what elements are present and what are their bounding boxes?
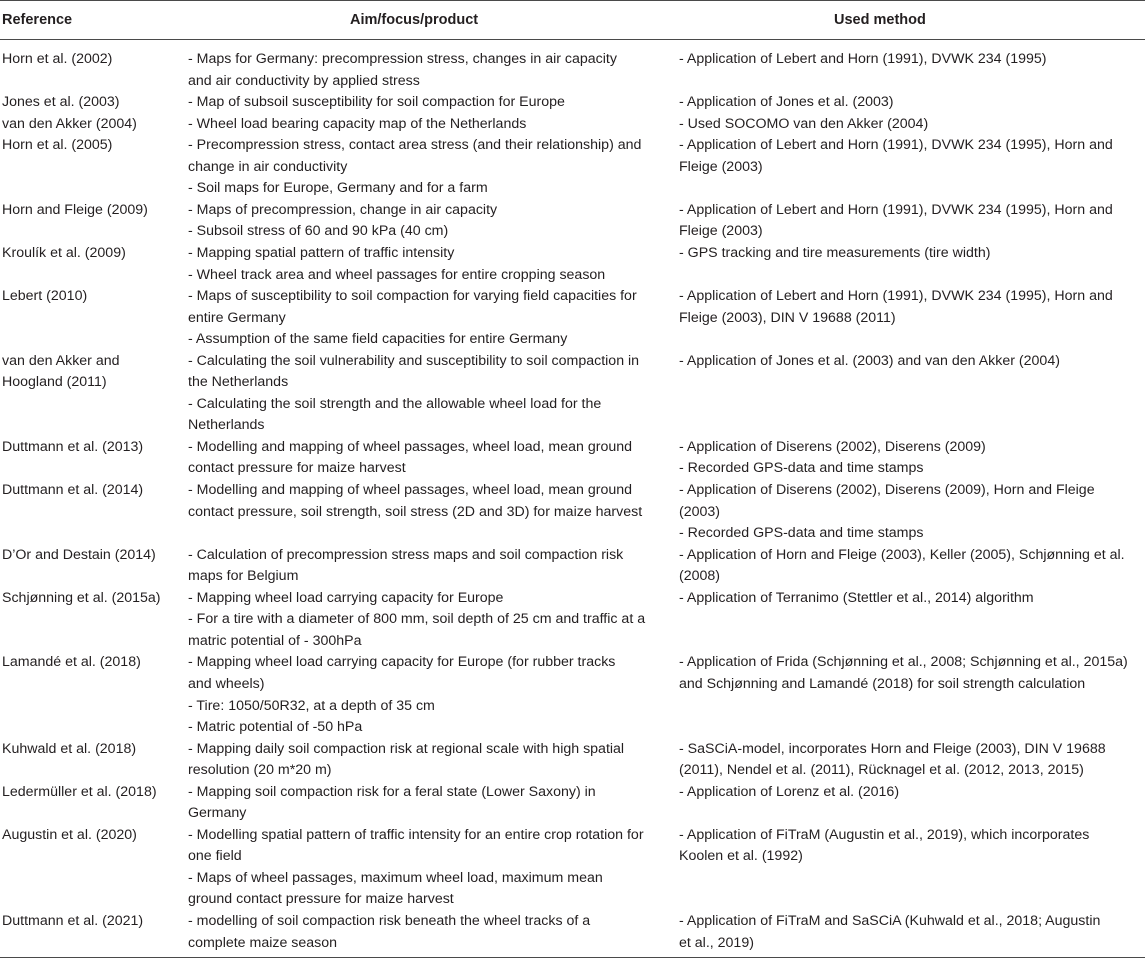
cell-aim-line: - Mapping soil compaction risk for a feral state (Lower Saxony) in: [188, 783, 596, 800]
cell-aim-line: - Precompression stress, contact area stress (and their relationship) and: [188, 137, 642, 154]
top-rule: [0, 0, 1145, 1]
cell-method-line: Fleige (2003): [679, 223, 763, 240]
cell-method-line: (2003): [679, 503, 721, 520]
cell-method-line: - Application of Horn and Fleige (2003), Keller (2005), Schjønning et al.: [679, 546, 1125, 563]
cell-ref-line: Jones et al. (2003): [2, 94, 120, 111]
cell-method-line: Fleige (2003): [679, 158, 763, 175]
cell-method-line: (2008): [679, 568, 721, 585]
cell-aim-line: - Calculating the soil strength and the allowable wheel load for the: [188, 395, 602, 412]
cell-aim-line: - Mapping spatial pattern of traffic intensity: [188, 244, 455, 261]
cell-aim-line: - Mapping wheel load carrying capacity for Europe (for rubber tracks: [188, 654, 616, 671]
cell-aim-line: - Calculation of precompression stress maps and soil compaction risk: [188, 546, 624, 563]
cell-method-line: - Application of Diserens (2002), Diserens (2009): [679, 438, 986, 455]
cell-method-line: - Used SOCOMO van den Akker (2004): [679, 115, 929, 132]
cell-ref-line: Horn and Fleige (2009): [2, 201, 148, 218]
cell-aim-line: maps for Belgium: [188, 568, 299, 585]
cell-method-line: and Schjønning and Lamandé (2018) for soil strength calculation: [679, 675, 1086, 692]
cell-method-line: (2011), Nendel et al. (2011), Rücknagel et al. (2012, 2013, 2015): [679, 762, 1084, 779]
cell-aim-line: - Mapping daily soil compaction risk at regional scale with high spatial: [188, 740, 625, 757]
cell-method-line: - Application of Lebert and Horn (1991), DVWK 234 (1995), Horn and: [679, 137, 1113, 154]
cell-ref-line: Kuhwald et al. (2018): [2, 740, 137, 757]
cell-method-line: - Recorded GPS-data and time stamps: [679, 525, 924, 542]
cell-aim-line: - Matric potential of -50 hPa: [188, 719, 363, 736]
header-reference: Reference: [2, 12, 73, 28]
cell-aim-line: one field: [188, 848, 242, 865]
cell-aim-line: and air conductivity by applied stress: [188, 72, 420, 89]
header-rule: [0, 39, 1145, 40]
cell-aim-line: - Subsoil stress of 60 and 90 kPa (40 cm): [188, 223, 449, 240]
cell-aim-line: - For a tire with a diameter of 800 mm, soil depth of 25 cm and traffic at a: [188, 611, 646, 628]
cell-ref-line: Ledermüller et al. (2018): [2, 783, 157, 800]
cell-aim-line: - modelling of soil compaction risk beneath the wheel tracks of a: [188, 913, 591, 929]
cell-aim-line: complete maize season: [188, 934, 338, 951]
cell-ref-line: Horn et al. (2005): [2, 137, 113, 154]
cell-aim-line: Netherlands: [188, 417, 265, 434]
cell-ref-line: Hoogland (2011): [2, 374, 107, 391]
cell-aim-line: - Wheel load bearing capacity map of the Netherlands: [188, 115, 527, 132]
cell-method-line: Koolen et al. (1992): [679, 848, 803, 865]
cell-ref-line: D’Or and Destain (2014): [2, 546, 156, 563]
cell-aim-line: resolution (20 m*20 m): [188, 762, 332, 779]
cell-aim-line: - Soil maps for Europe, Germany and for a farm: [188, 180, 488, 197]
cell-aim-line: entire Germany: [188, 309, 286, 326]
cell-method-line: - Application of Jones et al. (2003) and van den Akker (2004): [679, 352, 1060, 369]
cell-aim-line: - Maps of precompression, change in air capacity: [188, 201, 498, 218]
cell-method-line: - Application of FiTraM (Augustin et al., 2019), which incorporates: [679, 826, 1090, 843]
cell-ref-line: Schjønning et al. (2015a): [2, 589, 161, 606]
cell-ref-line: van den Akker and: [2, 352, 120, 369]
cell-method-line: - Application of Lebert and Horn (1991), DVWK 234 (1995), Horn and: [679, 288, 1113, 305]
cell-aim-line: - Map of subsoil susceptibility for soil compaction for Europe: [188, 94, 565, 111]
cell-aim-line: - Wheel track area and wheel passages for entire cropping season: [188, 266, 606, 283]
cell-aim-line: - Maps of susceptibility to soil compaction for varying field capacities for: [188, 288, 637, 305]
cell-method-line: - Application of FiTraM and SaSCiA (Kuhwald et al., 2018; Augustin: [679, 913, 1101, 929]
cell-aim-line: - Maps of wheel passages, maximum wheel load, maximum mean: [188, 869, 603, 886]
cell-method-line: - Application of Diserens (2002), Diserens (2009), Horn and Fleige: [679, 482, 1095, 498]
cell-method-line: - Application of Lorenz et al. (2016): [679, 783, 900, 800]
cell-ref-line: Duttmann et al. (2021): [2, 913, 144, 929]
cell-method-line: - Recorded GPS-data and time stamps: [679, 460, 924, 477]
cell-method-line: - Application of Lebert and Horn (1991), DVWK 234 (1995): [679, 51, 1047, 67]
cell-ref-line: Duttmann et al. (2013): [2, 438, 144, 455]
cell-method-line: - Application of Jones et al. (2003): [679, 94, 894, 111]
cell-ref-line: Duttmann et al. (2014): [2, 482, 144, 498]
cell-ref-line: Lamandé et al. (2018): [2, 654, 141, 671]
cell-aim-line: - Modelling and mapping of wheel passages, wheel load, mean ground: [188, 438, 633, 455]
cell-aim-line: matric potential of - 300hPa: [188, 632, 362, 649]
cell-aim-line: ground contact pressure for maize harvest: [188, 891, 454, 908]
bottom-rule: [0, 957, 1145, 958]
cell-aim-line: change in air conductivity: [188, 158, 348, 175]
cell-aim-line: - Mapping wheel load carrying capacity for Europe: [188, 589, 504, 606]
cell-method-line: - Application of Lebert and Horn (1991), DVWK 234 (1995), Horn and: [679, 201, 1113, 218]
header-method: Used method: [834, 12, 926, 28]
cell-method-line: - SaSCiA-model, incorporates Horn and Fleige (2003), DIN V 19688: [679, 740, 1106, 757]
cell-method-line: - Application of Frida (Schjønning et al., 2008; Schjønning et al., 2015a): [679, 654, 1128, 671]
cell-aim-line: - Modelling and mapping of wheel passages, wheel load, mean ground: [188, 482, 633, 498]
header-aim: Aim/focus/product: [350, 12, 479, 28]
cell-aim-line: - Calculating the soil vulnerability and susceptibility to soil compaction in: [188, 352, 640, 369]
cell-method-line: et al., 2019): [679, 934, 754, 951]
cell-ref-line: van den Akker (2004): [2, 115, 137, 132]
cell-method-line: - GPS tracking and tire measurements (tire width): [679, 244, 991, 261]
cell-ref-line: Kroulík et al. (2009): [2, 244, 126, 261]
cell-ref-line: Augustin et al. (2020): [2, 826, 137, 843]
cell-aim-line: contact pressure, soil strength, soil stress (2D and 3D) for maize harvest: [188, 503, 643, 520]
cell-ref-line: Horn et al. (2002): [2, 51, 113, 67]
cell-aim-line: the Netherlands: [188, 374, 289, 391]
cell-method-line: - Application of Terranimo (Stettler et al., 2014) algorithm: [679, 589, 1034, 606]
cell-aim-line: - Modelling spatial pattern of traffic intensity for an entire crop rotation for: [188, 826, 644, 843]
cell-ref-line: Lebert (2010): [2, 288, 88, 305]
cell-method-line: Fleige (2003), DIN V 19688 (2011): [679, 309, 896, 326]
cell-aim-line: - Assumption of the same field capacities for entire Germany: [188, 331, 568, 348]
cell-aim-line: - Tire: 1050/50R32, at a depth of 35 cm: [188, 697, 435, 714]
cell-aim-line: contact pressure for maize harvest: [188, 460, 406, 477]
cell-aim-line: Germany: [188, 805, 247, 822]
cell-aim-line: - Maps for Germany: precompression stress, changes in air capacity: [188, 51, 617, 67]
cell-aim-line: and wheels): [188, 675, 265, 692]
